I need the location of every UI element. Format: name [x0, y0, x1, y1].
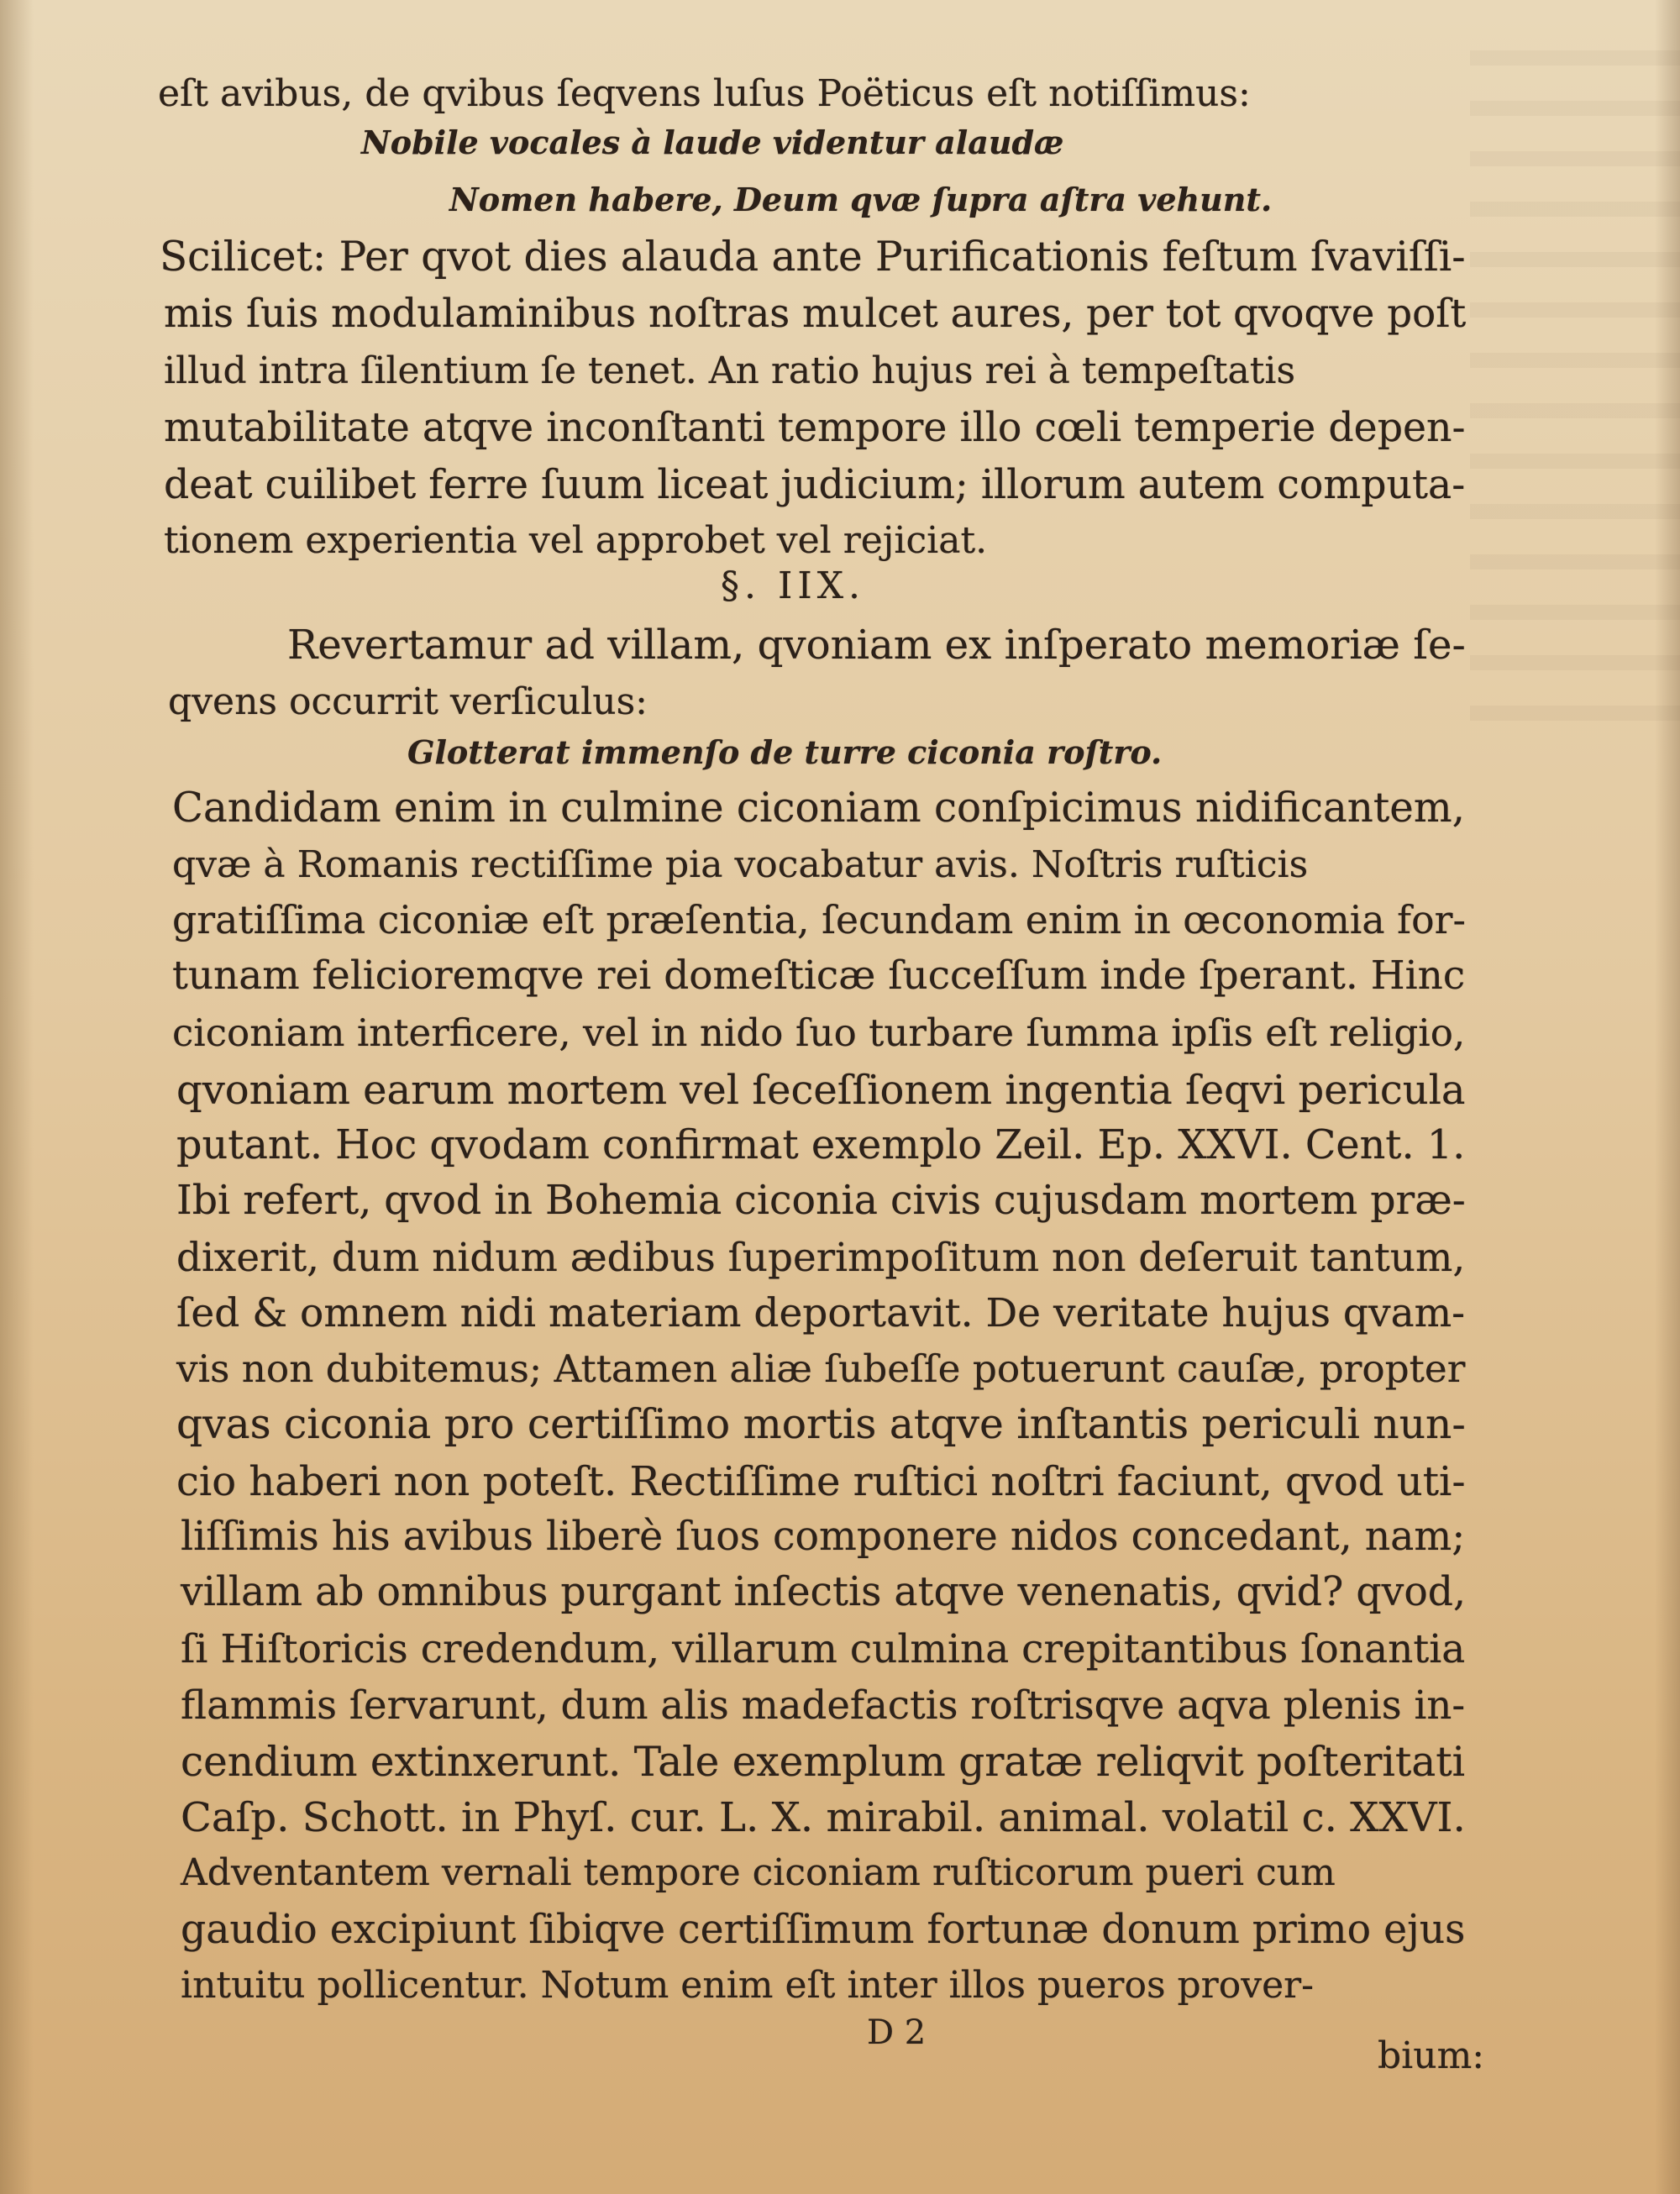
text-line-5: mutabilitate atqve inconſtanti tempore illo cœli temperie depen- [164, 405, 1466, 451]
text-line-26: flammis ſervarunt, dum alis madefactis roſtrisqve aqva plenis in- [181, 1682, 1466, 1728]
text-line-3: mis ſuis modulaminibus noſtras mulcet aures, per tot qvoqve poſt [164, 291, 1467, 337]
show-through-text [1470, 50, 1680, 739]
text-line-1: eſt avibus, de qvibus ſeqvens luſus Poëticus eſt notiſſimus: [158, 72, 1251, 115]
verse-line-3: Glotterat immenſo de turre ciconia roſtro. [407, 733, 1163, 771]
text-line-15: qvoniam earum mortem vel ſeceſſionem ingentia ſeqvi pericula [176, 1067, 1466, 1114]
text-line-13: tunam felicioremqve rei domeſticæ ſucceſſum inde ſperant. Hinc [172, 953, 1466, 999]
text-line-27: cendium extinxerunt. Tale exemplum gratæ reliqvit poſteritati [181, 1739, 1466, 1786]
text-line-31: intuitu pollicentur. Notum enim eſt inter illos pueros prover- [181, 1964, 1315, 2007]
text-line-20: vis non dubitemus; Attamen aliæ ſubeſſe potuerunt cauſæ, propter [176, 1346, 1466, 1391]
text-line-24: villam ab omnibus purgant inſectis atqve venenatis, qvid? qvod, [181, 1569, 1467, 1615]
text-line-28: Caſp. Schott. in Phyſ. cur. L. X. mirabil. animal. volatil c. XXVI. [181, 1794, 1466, 1841]
text-line-18: dixerit, dum nidum ædibus ſuperimpoſitum non deſeruit tantum, [176, 1236, 1466, 1281]
text-line-19: ſed & omnem nidi materiam deportavit. De veritate hujus qvam- [176, 1290, 1466, 1336]
text-line-2: Scilicet: Per qvot dies alauda ante Purificationis feſtum ſvaviſſi- [160, 234, 1466, 281]
verse-line-1: Nobile vocales à laude videntur alaudæ [361, 123, 1064, 161]
text-line-22: cio haberi non poteſt. Rectiſſime ruſtici noſtri faciunt, qvod uti- [176, 1458, 1466, 1505]
signature-mark: D 2 [867, 2013, 927, 2052]
text-line-11: qvæ à Romanis rectiſſime pia vocabatur avis. Noſtris ruſticis [172, 843, 1309, 886]
text-line-6: deat cuilibet ferre ſuum liceat judicium; illorum autem computa- [164, 462, 1466, 508]
text-line-30: gaudio excipiunt ſibiqve certiſſimum fortunæ donum primo ejus [181, 1907, 1466, 1953]
text-line-29: Adventantem vernali tempore ciconiam ruſticorum pueri cum [181, 1851, 1336, 1894]
text-line-10: Candidam enim in culmine ciconiam conſpicimus nidificantem, [172, 785, 1465, 832]
text-line-4: illud intra ſilentium ſe tenet. An ratio hujus rei à tempeſtatis [164, 349, 1296, 392]
text-line-25: ſi Hiſtoricis credendum, villarum culmina crepitantibus ſonantia [181, 1626, 1466, 1672]
text-line-12: gratiſſima ciconiæ eſt præſentia, ſecundam enim in œconomia for- [172, 898, 1466, 942]
text-line-16: putant. Hoc qvodam confirmat exemplo Zeil. Ep. XXVI. Cent. 1. [176, 1122, 1466, 1168]
text-line-7: tionem experientia vel approbet vel rejiciat. [164, 519, 988, 562]
text-line-17: Ibi refert, qvod in Bohemia ciconia civis cujusdam mortem præ- [176, 1178, 1466, 1224]
text-line-8: Revertamur ad villam, qvoniam ex inſperato memoriæ ſe- [287, 622, 1466, 669]
text-line-23: liſſimis his avibus liberè ſuos componere nidos concedant, nam; [181, 1514, 1466, 1560]
section-heading: §. IIX. [721, 564, 866, 607]
verse-line-2: Nomen habere, Deum qvæ ſupra aſtra vehunt. [449, 181, 1273, 218]
text-line-9: qvens occurrit verſiculus: [168, 680, 648, 723]
gutter-shadow [0, 0, 34, 2194]
catchword: bium: [1378, 2034, 1485, 2077]
text-line-21: qvas ciconia pro certiſſimo mortis atqve inſtantis periculi nun- [176, 1401, 1466, 1448]
text-line-14: ciconiam interficere, vel in nido ſuo turbare ſumma ipſis eſt religio, [172, 1010, 1466, 1055]
